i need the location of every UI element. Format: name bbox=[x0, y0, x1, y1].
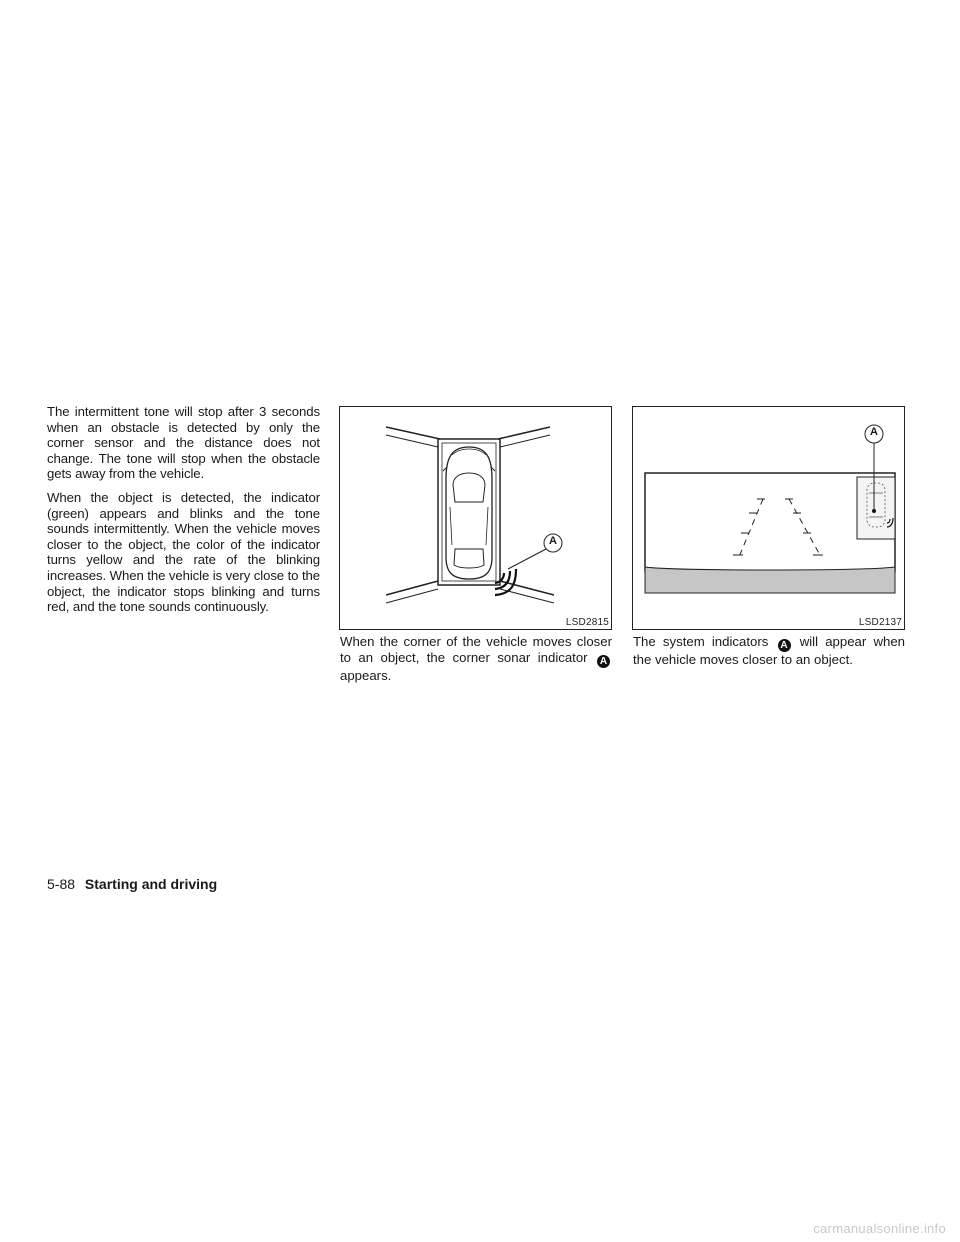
figure-corner-sonar-overhead bbox=[339, 406, 612, 630]
callout-a-icon: A bbox=[597, 655, 610, 668]
caption-figure1 bbox=[340, 634, 612, 683]
callout-a-icon: A bbox=[778, 639, 791, 652]
paragraph-intermittent-tone: The intermittent tone will stop after 3 seconds when an obstacle is detected by only the corner sensor and the distance does not change. The tone will stop when the obstacle gets away from the vehicle. bbox=[47, 404, 320, 482]
paragraph-indicator-behavior: When the object is detected, the indicator (green) appears and blinks and the tone sounds intermittently. When the vehicle moves closer to the object, the color of the indicator turns yellow and the rate of the blinking increases. When the vehicle is very close to the object, the indicator stops blinking and turns red, and the tone sounds continuously. bbox=[47, 489, 321, 615]
caption-figure2 bbox=[633, 634, 905, 668]
caption-text: The system indicators bbox=[633, 634, 769, 649]
overhead-vehicle-illustration bbox=[340, 407, 611, 629]
figure-code: LSD2137 bbox=[858, 617, 902, 628]
callout-a-label: A bbox=[870, 426, 878, 438]
caption-text: appears. bbox=[340, 667, 392, 683]
caption-text: When the corner of the vehicle moves closer to an object, the corner sonar indicator bbox=[340, 634, 612, 665]
callout-a-label: A bbox=[549, 535, 557, 547]
text-column-left bbox=[47, 404, 320, 623]
page-number: 5-88 bbox=[47, 876, 76, 892]
page-footer bbox=[47, 876, 217, 892]
figure-system-indicators-screen bbox=[632, 406, 905, 630]
watermark: carmanualsonline.info bbox=[813, 1221, 946, 1236]
caption-text: will appear when the vehicle moves closer to an object. bbox=[633, 634, 906, 667]
figure-code: LSD2815 bbox=[565, 617, 609, 628]
camera-screen-illustration bbox=[633, 407, 904, 629]
section-title: Starting and driving bbox=[84, 876, 218, 892]
